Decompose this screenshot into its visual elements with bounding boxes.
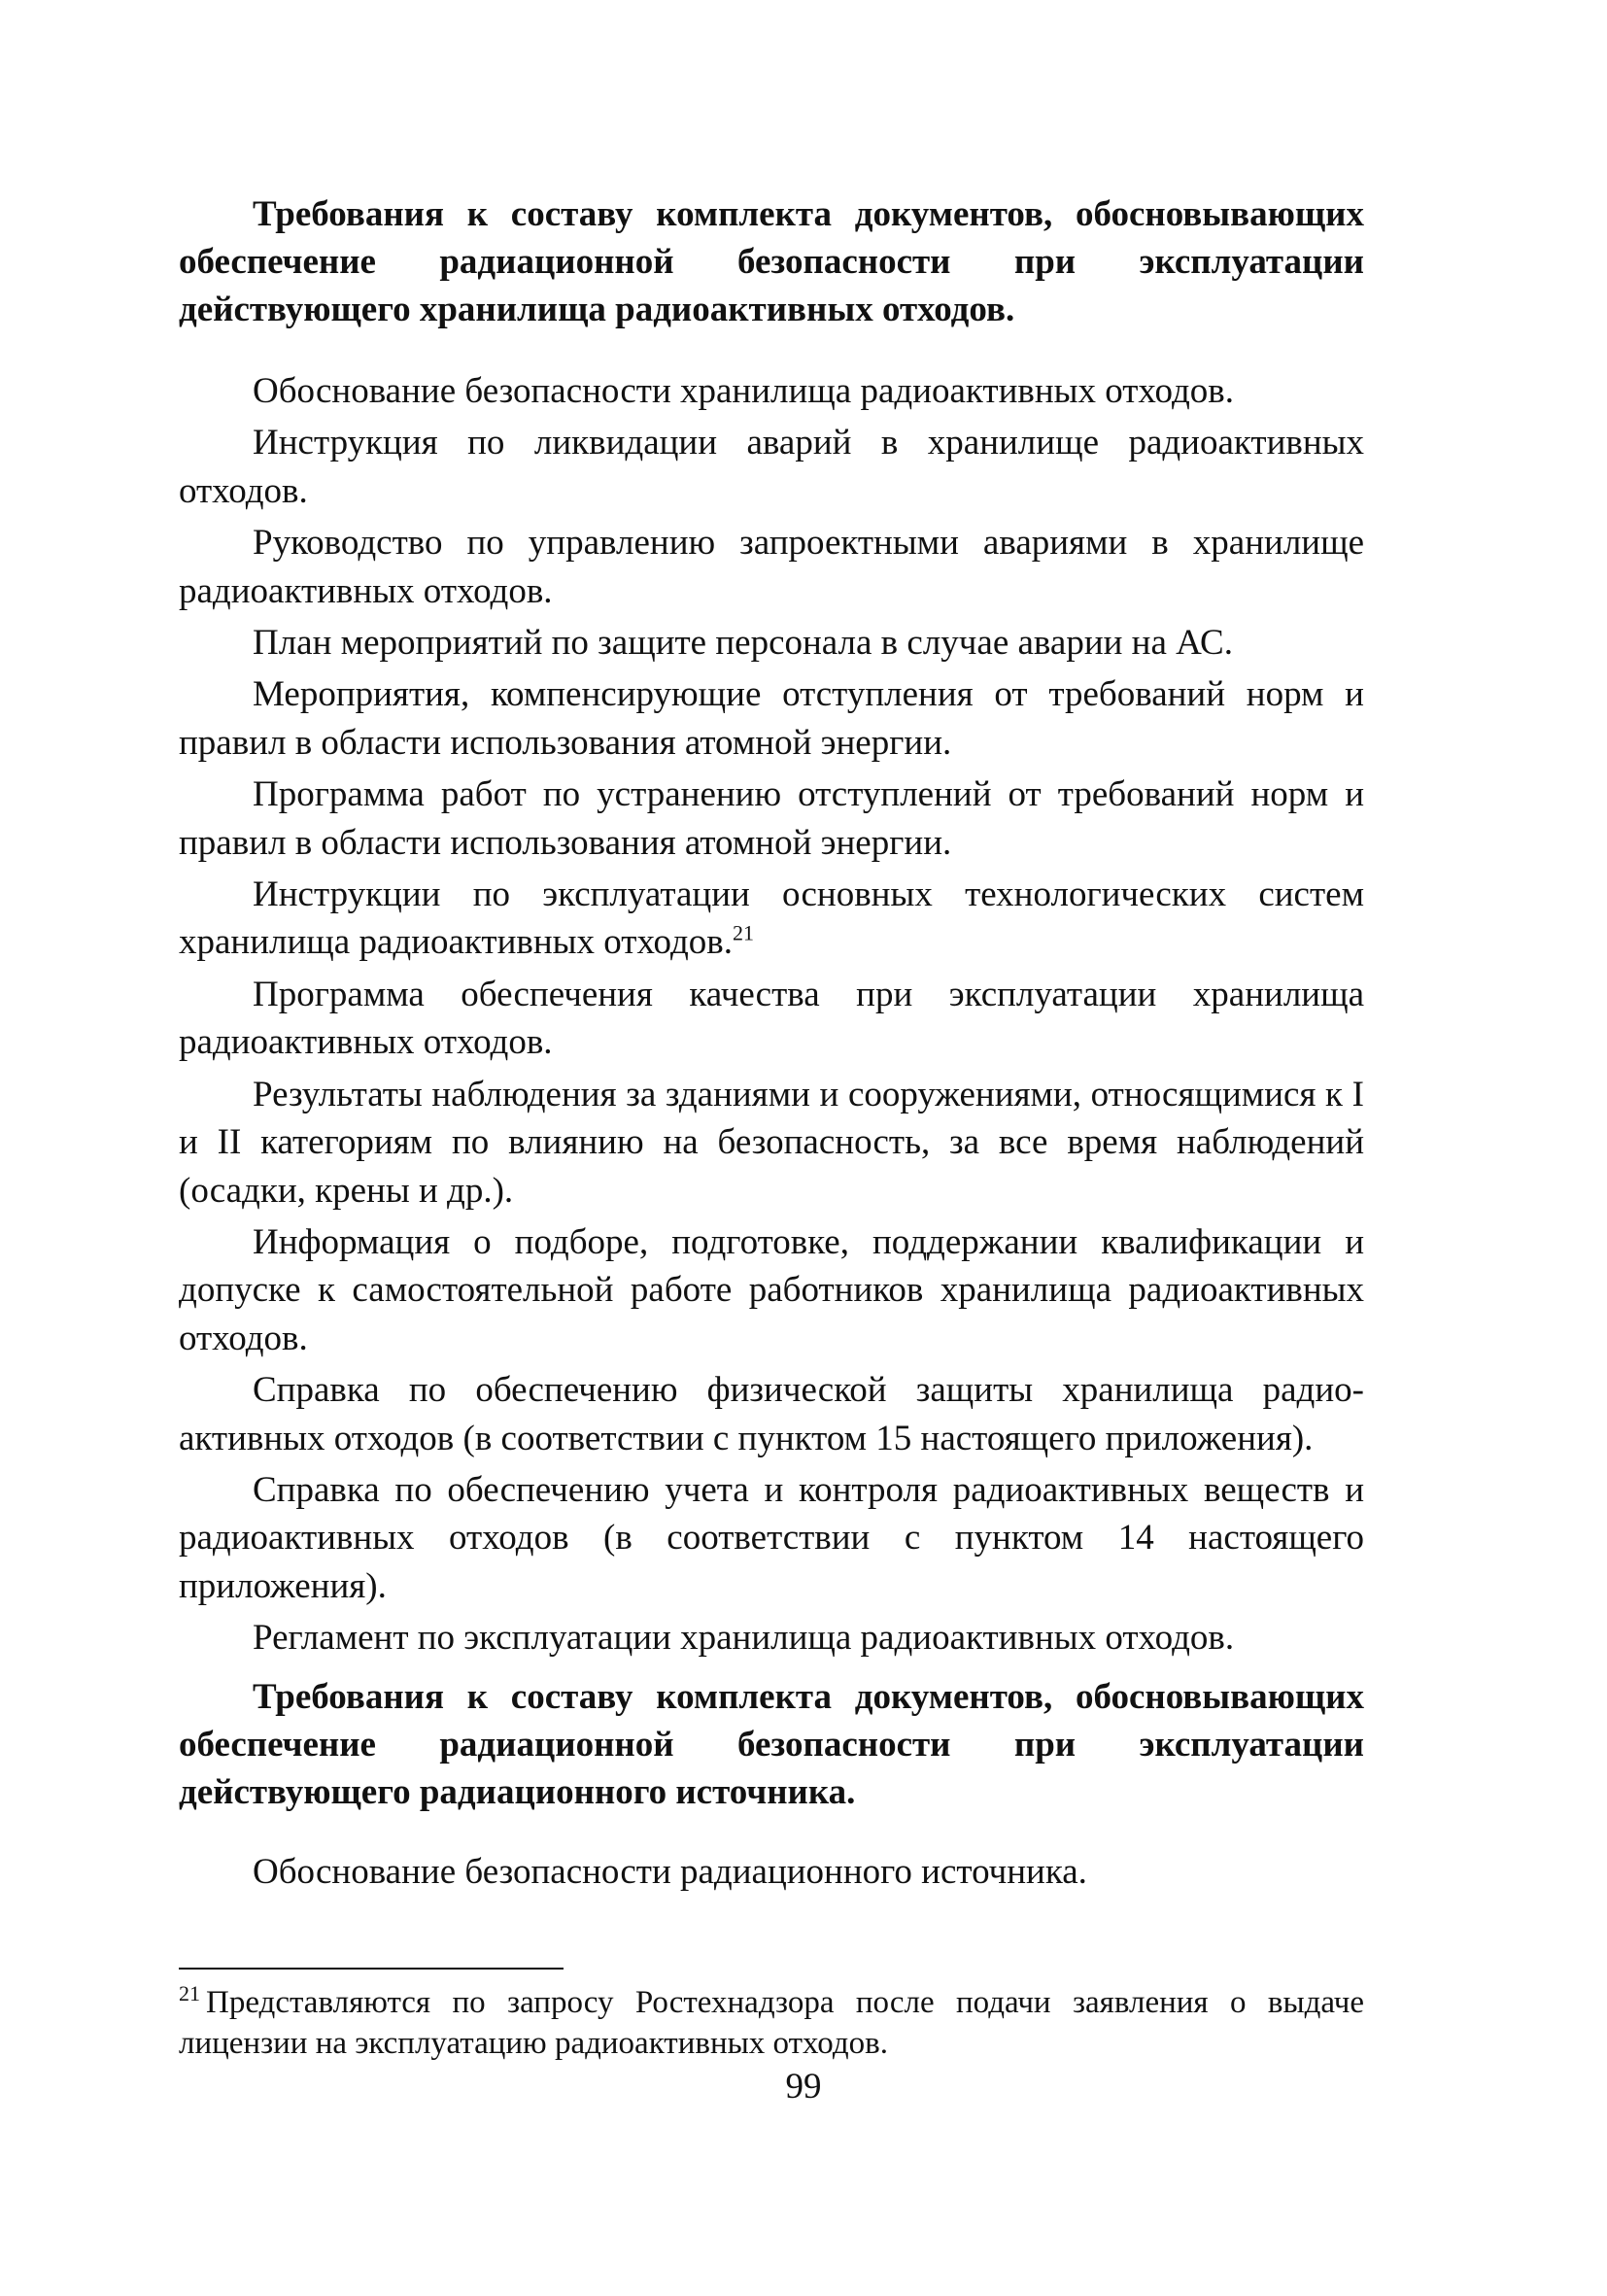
footnote-divider — [179, 1968, 564, 1970]
list-item-with-footnote — [179, 871, 1364, 967]
list-item: Программа обеспечения качества при эксплуатации хранилища радиоактивных отходов. — [179, 974, 1364, 1063]
list-item-text: Инструкции по эксплуатации основных технологических систем хранилища радиоактивных отходов. — [179, 874, 1364, 963]
section-2-heading: Требования к составу комплекта документов, обосновывающих обеспечение радиационной безопасности при эксплуатации действующего радиационного источника. — [179, 1677, 1364, 1812]
list-item: Руководство по управлению запроектными авариями в хранилище радиоактивных отходов. — [179, 523, 1364, 611]
list-item: Обоснование безопасности радиационного источника. — [253, 1852, 1087, 1892]
list-item: Мероприятия, компенсирующие отступления от требований норм и правил в области использования атомной энергии. — [179, 674, 1364, 763]
list-item: Информация о подборе, подготовке, поддержании квалификации и допуске к самостоятельной работе работников хранилища радиоактивных отходов. — [179, 1221, 1364, 1358]
list-item: Инструкция по ликвидации аварий в хранилище радиоактивных отходов. — [179, 423, 1364, 511]
section-2 — [179, 1673, 1364, 1816]
footnote-reference: 21 — [733, 921, 755, 946]
section-2-list — [179, 1848, 1364, 1900]
list-item: Справка по обеспечению физической защиты хранилища радиоактивных отходов (в соответствии с пунктом 15 настоящего приложения). — [179, 1370, 1364, 1458]
section-1-heading: Требования к составу комплекта документов, обосновывающих обеспечение радиационной безопасности при эксплуатации действующего хранилища радиоактивных отходов. — [179, 194, 1364, 329]
list-item: План мероприятий по защите персонала в случае аварии на АС. — [253, 623, 1233, 664]
page-number: 99 — [785, 2067, 822, 2107]
list-item: Справка по обеспечению учета и контроля радиоактивных веществ и радиоактивных отходов (в соответствии с пунктом 14 настоящего приложения). — [179, 1469, 1364, 1606]
list-item: Результаты наблюдения за зданиями и сооружениями, относящимися к I и II категориям по влиянию на безопасность, за все время наблюдений (осадки, крены и др.). — [179, 1074, 1364, 1211]
footnote-text: Представляются по запросу Ростехнадзора после подачи заявления о выдаче лицензии на эксплуатацию радиоактивных отходов. — [179, 1985, 1364, 2061]
section-1 — [179, 190, 1364, 333]
list-item: Регламент по эксплуатации хранилища радиоактивных отходов. — [253, 1618, 1235, 1659]
footnote — [179, 1982, 1364, 2064]
list-item: Обоснование безопасности хранилища радиоактивных отходов. — [253, 371, 1235, 411]
list-item: Программа работ по устранению отступлений от требований норм и правил в области использования атомной энергии. — [179, 774, 1364, 863]
section-1-list — [179, 367, 1364, 1666]
footnote-marker: 21 — [179, 1981, 200, 2005]
